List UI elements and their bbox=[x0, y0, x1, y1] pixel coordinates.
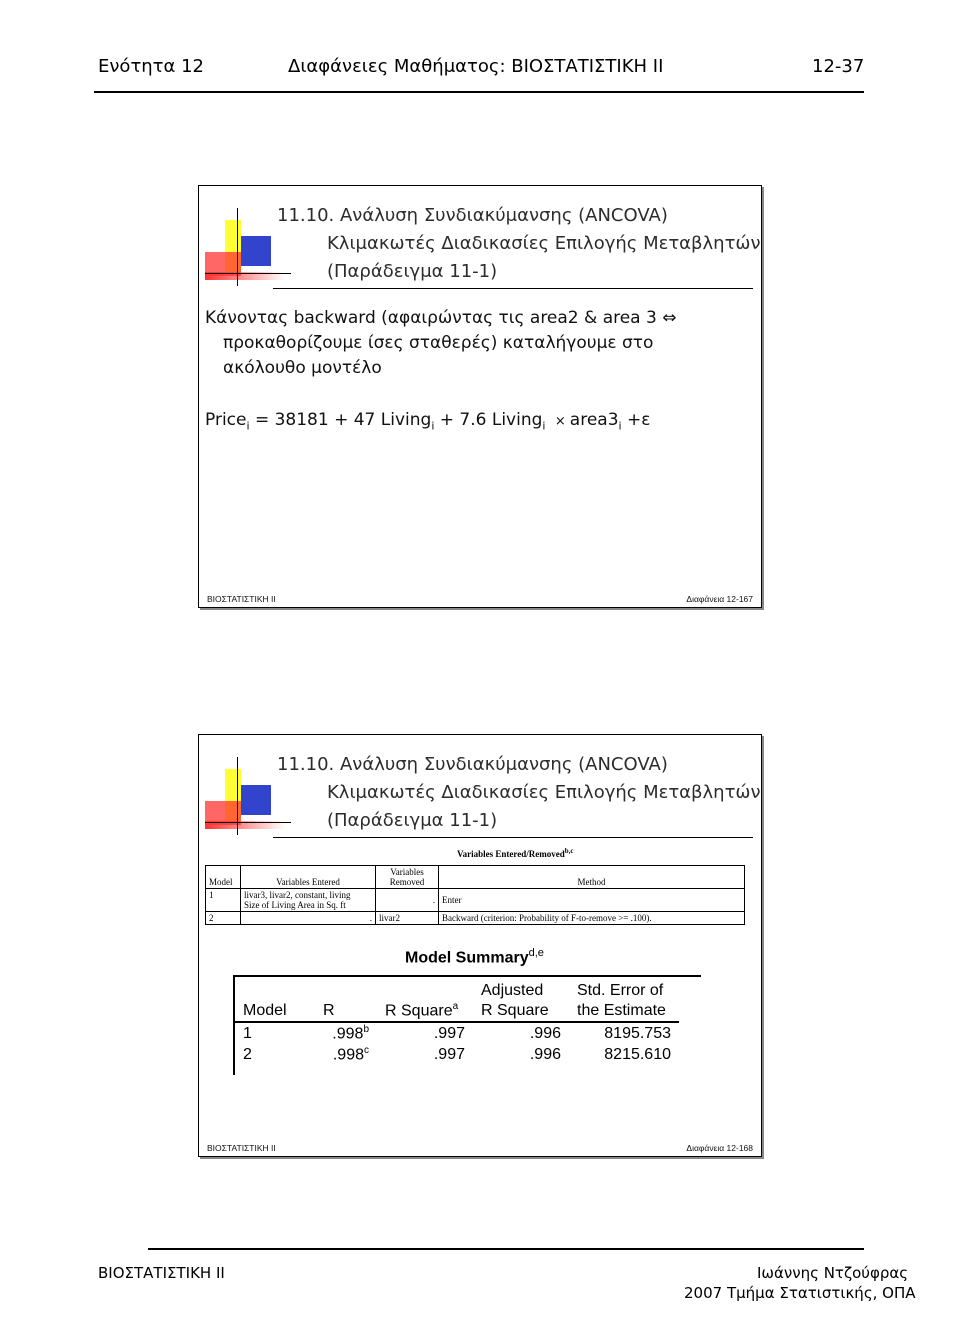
eq-sub: i bbox=[618, 419, 622, 433]
slide-footer-right: Διαφάνεια 12-168 bbox=[686, 1143, 753, 1153]
eq-sub: i bbox=[542, 419, 546, 433]
col-r-square bbox=[377, 981, 473, 1022]
cell-model: 2 bbox=[243, 1045, 252, 1063]
body-line-3: ακόλουθο μοντέλο bbox=[223, 358, 382, 378]
header-page-number: 12-37 bbox=[812, 56, 865, 77]
col-std-error bbox=[569, 981, 679, 1022]
slide-decoration bbox=[199, 735, 279, 835]
cell-adjusted: .996 bbox=[529, 1045, 561, 1063]
col-r-square-text: R Square bbox=[385, 1002, 453, 1019]
model-summary-table bbox=[235, 981, 679, 1066]
footer-author: Ιωάννης Ντζούφρας bbox=[757, 1264, 909, 1282]
model-summary-title bbox=[405, 947, 544, 967]
table-row bbox=[206, 889, 745, 912]
cell-method: Backward (criterion: Probability of F-to-remove >= .100). bbox=[439, 912, 745, 925]
cell-r bbox=[315, 1022, 377, 1044]
col-removed-l2: Removed bbox=[389, 877, 425, 887]
eq-sub: i bbox=[246, 419, 250, 433]
cell-std-error: 8215.610 bbox=[604, 1045, 671, 1063]
ve-title-sup: b,c bbox=[564, 847, 574, 855]
col-r: R bbox=[315, 981, 377, 1022]
title-underline bbox=[273, 837, 753, 838]
body-line-1: Κάνοντας backward (αφαιρώντας τις area2 & area 3 ⇔ bbox=[205, 308, 677, 328]
slide-footer-left: ΒΙΟΣΤΑΤΙΣΤΙΚΗ ΙΙ bbox=[207, 594, 276, 604]
cell-r-value: .998 bbox=[332, 1025, 364, 1043]
slide-title-line2: Κλιμακωτές Διαδικασίες Επιλογής Μεταβλητών bbox=[327, 782, 761, 803]
slide-title-line1: 11.10. Ανάλυση Συνδιακύμανσης (ANCOVA) bbox=[277, 754, 668, 775]
footer-course: ΒΙΟΣΤΑΤΙΣΤΙΚΗ ΙΙ bbox=[98, 1264, 225, 1282]
cell-adjusted: .996 bbox=[529, 1024, 561, 1042]
slide-167 bbox=[198, 185, 762, 608]
slide-168 bbox=[198, 734, 762, 1157]
cell-model: 1 bbox=[243, 1024, 252, 1042]
col-se-l2: the Estimate bbox=[577, 1002, 666, 1019]
cell-removed: . bbox=[376, 889, 439, 912]
body-line-2: προκαθορίζουμε ίσες σταθερές) καταλήγουμε στο bbox=[223, 333, 654, 353]
slide-title-line1: 11.10. Ανάλυση Συνδιακύμανσης (ANCOVA) bbox=[277, 205, 668, 226]
col-adj-l2: R Square bbox=[481, 1002, 549, 1019]
eq-text: + 7.6 Living bbox=[434, 410, 543, 430]
cell-r-sup: b bbox=[363, 1024, 369, 1035]
cell-r-square: .997 bbox=[433, 1045, 465, 1063]
header-rule bbox=[94, 91, 864, 93]
cell-r-square: .997 bbox=[433, 1024, 465, 1042]
table-row bbox=[206, 912, 745, 925]
slide-title-line2: Κλιμακωτές Διαδικασίες Επιλογής Μεταβλητών bbox=[327, 233, 761, 254]
table-header-row bbox=[206, 866, 745, 889]
col-model: Model bbox=[235, 981, 315, 1022]
slide-title-line3: (Παράδειγμα 11-1) bbox=[327, 810, 498, 831]
cell-std-error: 8195.753 bbox=[604, 1024, 671, 1042]
eq-text: +ε bbox=[621, 410, 651, 430]
cell-removed: livar2 bbox=[376, 912, 439, 925]
eq-text: area3 bbox=[569, 410, 619, 430]
eq-text: = 38181 + 47 Living bbox=[249, 410, 432, 430]
ve-table-title bbox=[457, 847, 574, 859]
slide-footer-right: Διαφάνεια 12-167 bbox=[686, 594, 753, 604]
col-model: Model bbox=[206, 866, 241, 889]
footer-rule bbox=[148, 1248, 864, 1250]
cell-r-value: .998 bbox=[332, 1046, 364, 1064]
ms-title-sup: d,e bbox=[528, 947, 544, 959]
cell-method: Enter bbox=[439, 889, 745, 912]
slide-footer-left: ΒΙΟΣΤΑΤΙΣΤΙΚΗ ΙΙ bbox=[207, 1143, 276, 1153]
cell-model: 1 bbox=[206, 889, 241, 912]
footer-affiliation: 2007 Τμήμα Στατιστικής, ΟΠΑ bbox=[684, 1284, 916, 1302]
cell-r bbox=[315, 1044, 377, 1065]
header-section: Ενότητα 12 bbox=[98, 56, 205, 77]
table-row bbox=[235, 1022, 679, 1044]
cell-entered-l1: livar3, livar2, constant, living bbox=[244, 890, 351, 900]
title-underline bbox=[273, 288, 753, 289]
slide-decoration bbox=[199, 186, 279, 286]
cell-entered-l2: Size of Living Area in Sq. ft bbox=[244, 900, 346, 910]
eq-sub: i bbox=[431, 419, 435, 433]
model-equation bbox=[205, 408, 650, 438]
slide-title-line3: (Παράδειγμα 11-1) bbox=[327, 261, 498, 282]
header-course: Διαφάνειες Μαθήματος: ΒΙΟΣΤΑΤΙΣΤΙΚΗ ΙΙ bbox=[288, 56, 664, 77]
col-se-l1: Std. Error of bbox=[577, 982, 664, 999]
col-r-square-sup: a bbox=[452, 1000, 459, 1012]
col-removed bbox=[376, 866, 439, 889]
table-header-row bbox=[235, 981, 679, 1022]
col-removed-l1: Variables bbox=[390, 867, 424, 877]
ms-title-text: Model Summary bbox=[405, 949, 529, 967]
eq-text: Price bbox=[205, 410, 247, 430]
cell-model: 2 bbox=[206, 912, 241, 925]
table-row bbox=[235, 1044, 679, 1065]
cell-r-sup: c bbox=[364, 1045, 369, 1057]
col-method: Method bbox=[439, 866, 745, 889]
ve-title-text: Variables Entered/Removed bbox=[457, 849, 565, 859]
col-entered: Variables Entered bbox=[241, 866, 376, 889]
cell-entered bbox=[241, 889, 376, 912]
col-adjusted bbox=[473, 981, 569, 1022]
times-icon: × bbox=[554, 414, 566, 429]
variables-entered-table bbox=[205, 865, 745, 925]
cell-entered: . bbox=[241, 912, 376, 925]
col-adj-l1: Adjusted bbox=[481, 982, 544, 999]
